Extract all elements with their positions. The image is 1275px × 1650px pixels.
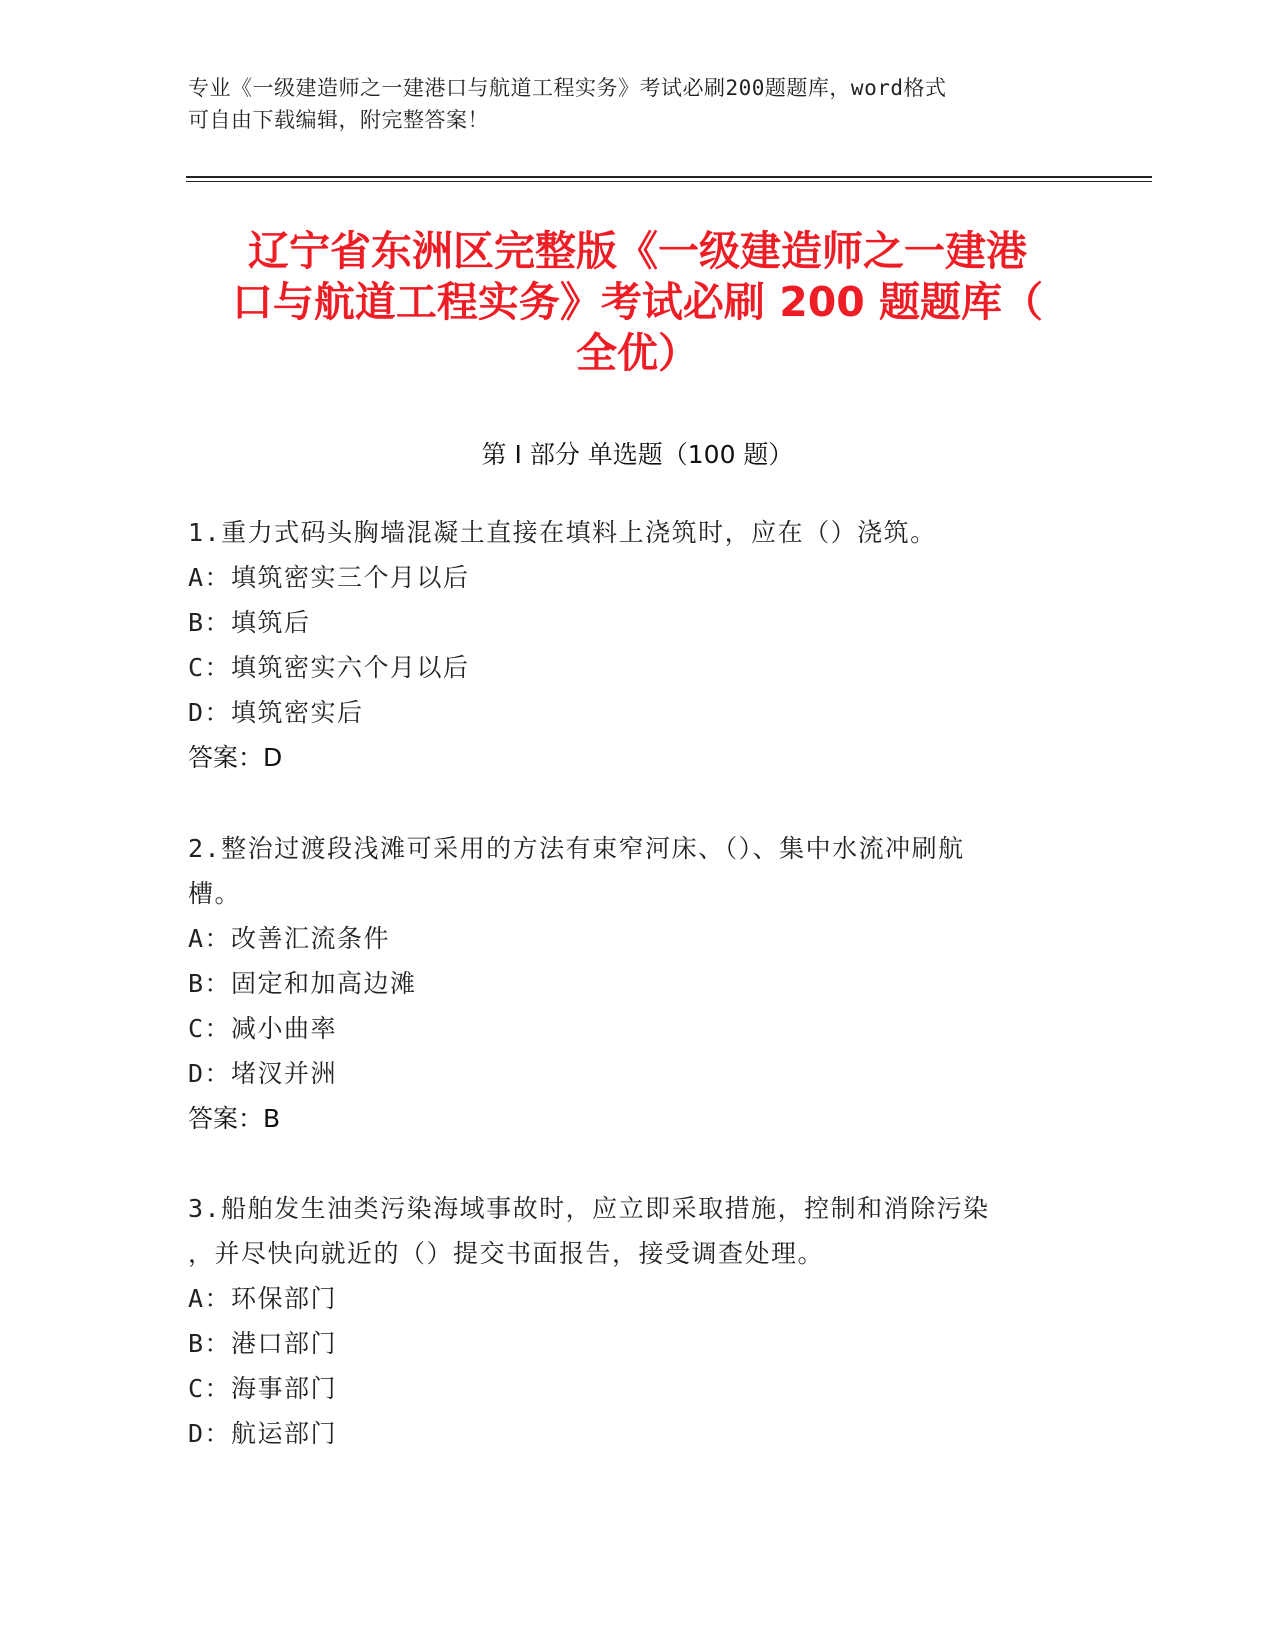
option-d: D：航运部门 <box>188 1419 338 1448</box>
title-line-1: 辽宁省东洲区完整版《一级建造师之一建港 <box>248 227 1027 275</box>
question-2 <box>188 826 1088 1141</box>
question-text: 3.船舶发生油类污染海域事故时，应立即采取措施，控制和消除污染 <box>188 1194 990 1223</box>
document-title <box>170 226 1105 379</box>
question-3 <box>188 1186 1088 1456</box>
question-text-continued: ，并尽快向就近的（）提交书面报告，接受调查处理。 <box>188 1239 825 1268</box>
question-text: 1.重力式码头胸墙混凝土直接在填料上浇筑时，应在（）浇筑。 <box>188 518 937 547</box>
option-c: C：海事部门 <box>188 1374 338 1403</box>
option-d: D：堵汊并洲 <box>188 1059 338 1088</box>
question-text-continued: 槽。 <box>188 879 242 908</box>
header-note-line-1: 专业《一级建造师之一建港口与航道工程实务》考试必刷200题题库，word格式 <box>188 76 947 100</box>
header-note-line-2: 可自由下载编辑，附完整答案！ <box>188 108 489 132</box>
option-b: B：填筑后 <box>188 608 311 637</box>
answer: 答案：D <box>188 743 283 772</box>
header-divider-thick <box>186 176 1152 178</box>
option-a: A：改善汇流条件 <box>188 924 391 953</box>
option-d: D：填筑密实后 <box>188 698 364 727</box>
option-a: A：填筑密实三个月以后 <box>188 563 470 592</box>
option-b: B：固定和加高边滩 <box>188 969 417 998</box>
title-line-2: 口与航道工程实务》考试必刷 200 题题库（ <box>231 278 1044 326</box>
document-header-note <box>188 72 1068 136</box>
header-divider-thin <box>186 181 1152 182</box>
answer: 答案：B <box>188 1104 281 1133</box>
question-1 <box>188 510 1088 780</box>
option-b: B：港口部门 <box>188 1329 338 1358</box>
section-heading: 第 I 部分 单选题（100 题） <box>481 440 794 469</box>
option-c: C：填筑密实六个月以后 <box>188 653 470 682</box>
option-c: C：减小曲率 <box>188 1014 338 1043</box>
title-line-3: 全优） <box>576 329 699 377</box>
question-text: 2.整治过渡段浅滩可采用的方法有束窄河床、（）、集中水流冲刷航 <box>188 834 965 863</box>
option-a: A：环保部门 <box>188 1284 338 1313</box>
